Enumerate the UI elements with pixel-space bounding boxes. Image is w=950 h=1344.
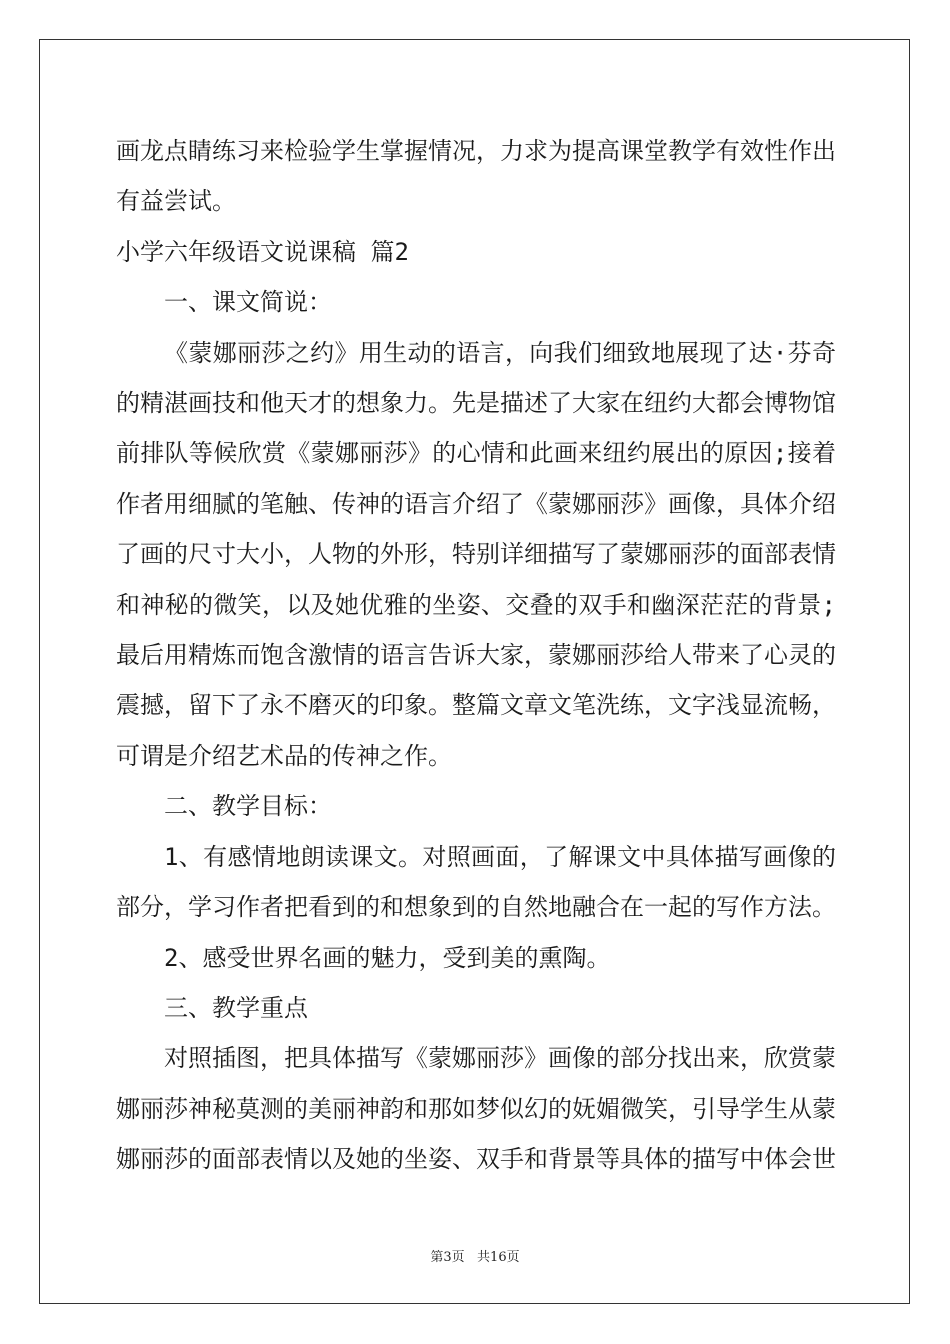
heading-teaching-goals: 二、教学目标： [164, 792, 332, 821]
document-body [116, 126, 836, 1185]
paragraph-teaching-focus: 对照插图，把具体描写《蒙娜丽莎》画像的部分找出来，欣赏蒙娜丽莎神秘莫测的美丽神韵和那如梦似幻的妩媚微笑，引导学生从蒙娜丽莎的面部表情以及她的坐姿、双手和背景等具体的描写中体会世 [116, 1044, 836, 1174]
page-footer: 第3页 共16页 [430, 1250, 520, 1265]
heading-lesson-summary: 一、课文简说： [164, 288, 332, 317]
paragraph-lesson-summary: 《蒙娜丽莎之约》用生动的语言，向我们细致地展现了达·芬奇的精湛画技和他天才的想象力。先是描述了大家在纽约大都会博物馆前排队等候欣赏《蒙娜丽莎》的心情和此画来纽约展出的原因;接着作者用细腻的笔触、传神的语言介绍了《蒙娜丽莎》画像，具体介绍了画的尺寸大小，人物的外形，特别详细描写了蒙娜丽莎的面部表情和神秘的微笑，以及她优雅的坐姿、交叠的双手和幽深茫茫的背景;最后用精炼而饱含激情的语言告诉大家，蒙娜丽莎给人带来了心灵的震撼，留下了永不磨灭的印象。整篇文章文笔洗练，文字浅显流畅，可谓是介绍艺术品的传神之作。 [116, 338, 836, 770]
paragraph-1: 画龙点睛练习来检验学生掌握情况，力求为提高课堂教学有效性作出有益尝试。 [116, 137, 836, 216]
goal-item-2: 2、感受世界名画的魅力，受到美的熏陶。 [164, 943, 611, 972]
goal-item-1: 1、有感情地朗读课文。对照画面，了解课文中具体描写画像的部分，学习作者把看到的和想象到的自然地融合在一起的写作方法。 [116, 842, 836, 922]
section-heading: 小学六年级语文说课稿 篇2 [116, 237, 409, 266]
heading-teaching-focus: 三、教学重点 [164, 993, 308, 1022]
